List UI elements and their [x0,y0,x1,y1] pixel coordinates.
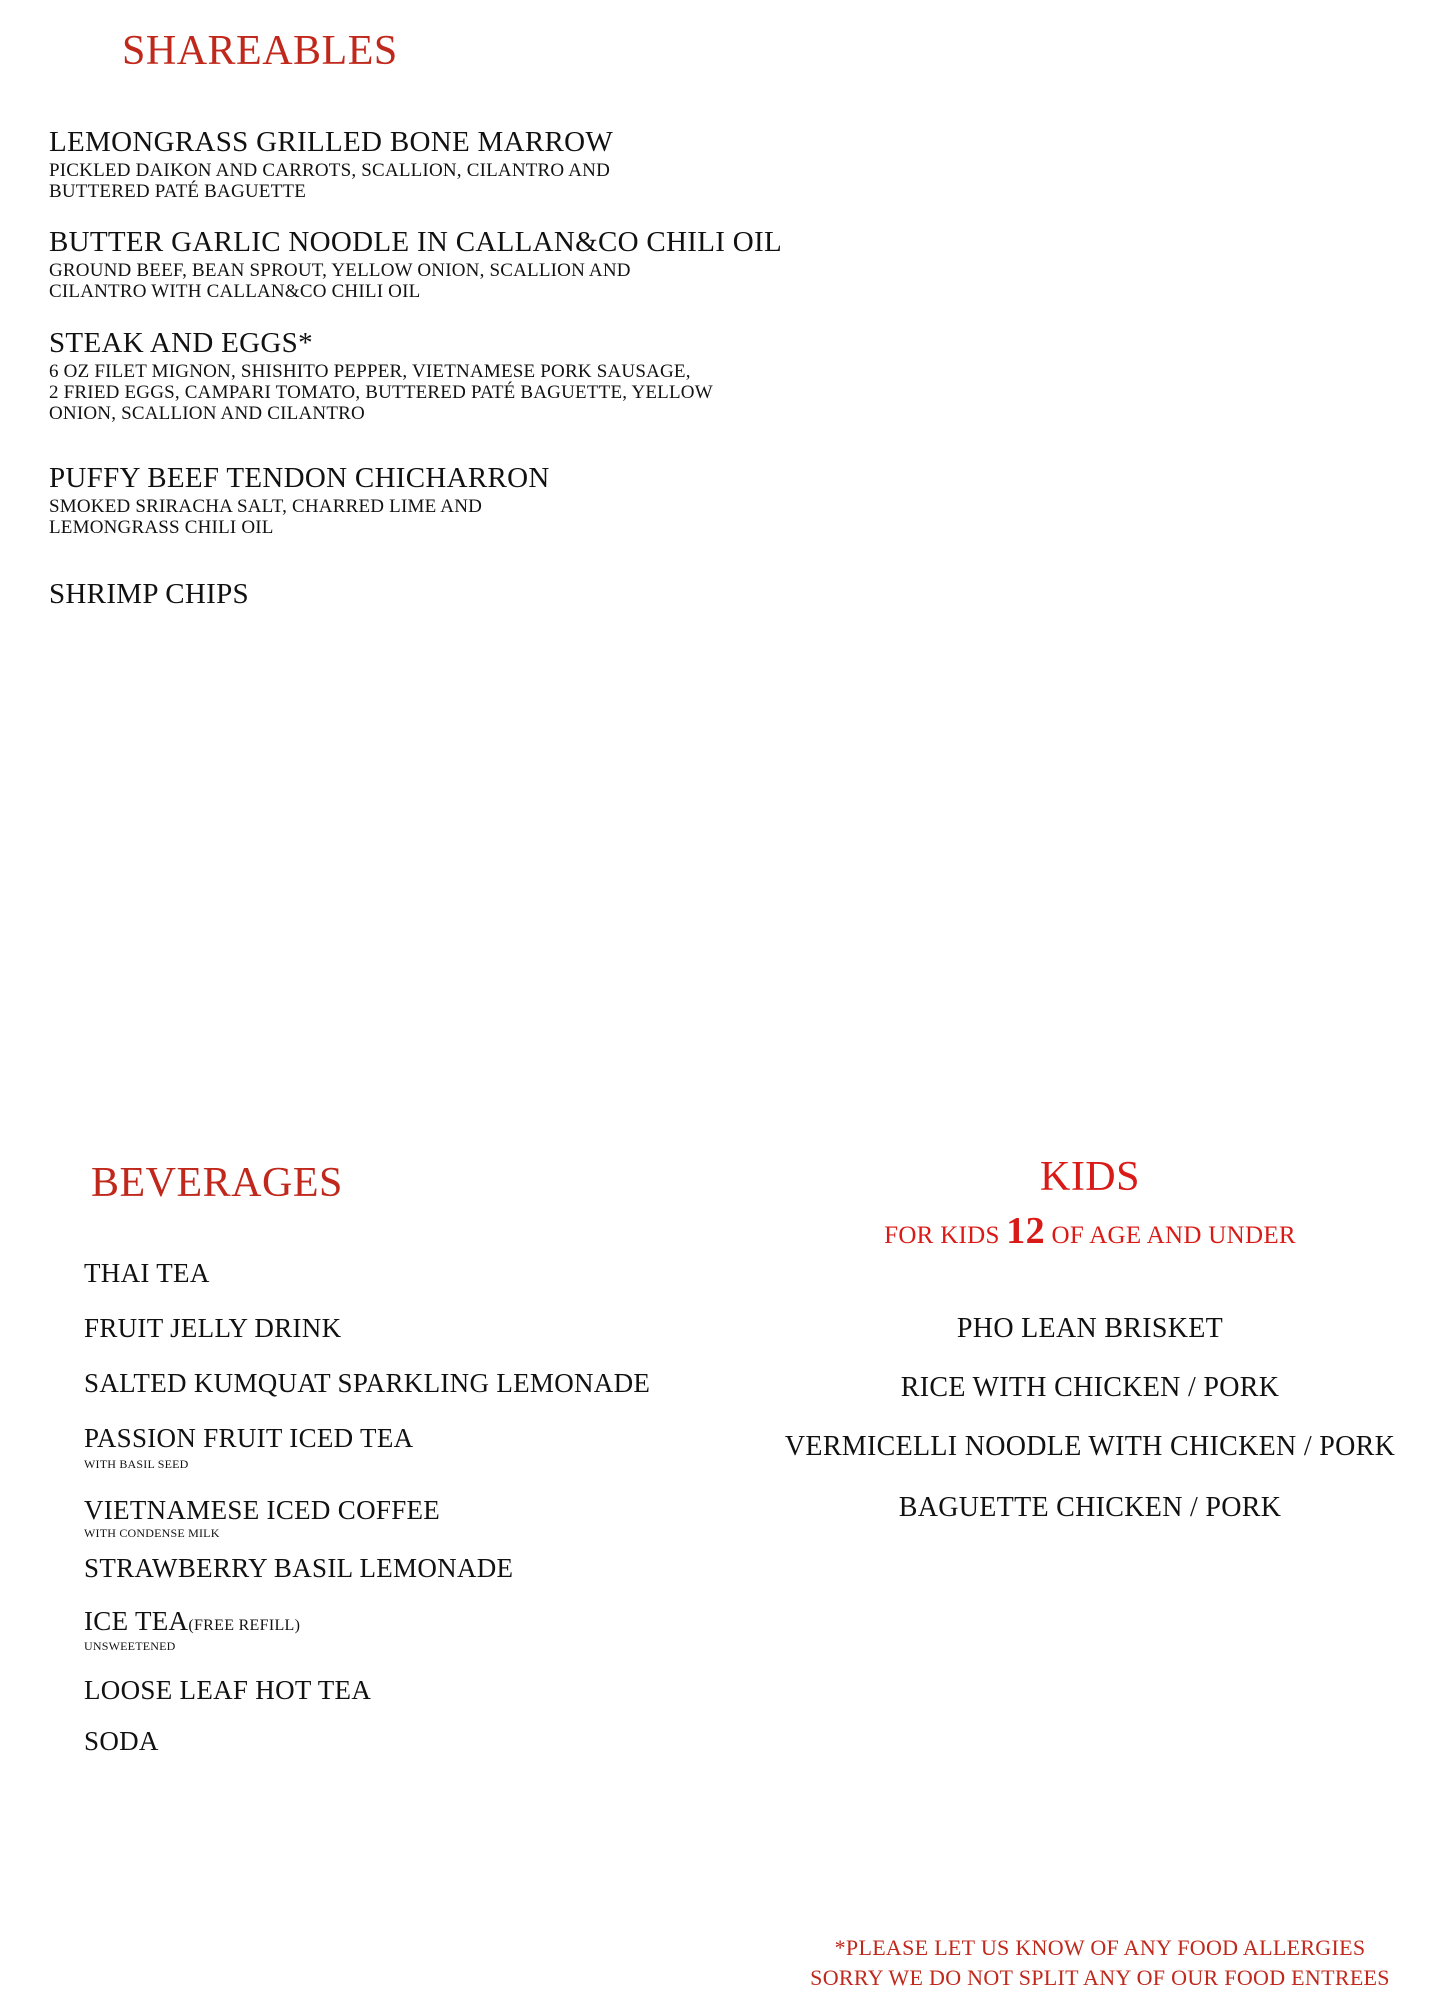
shareable-item-name: PUFFY BEEF TENDON CHICHARRON [49,462,550,494]
shareable-item-name: LEMONGRASS GRILLED BONE MARROW [49,126,614,158]
beverage-item-note: WITH CONDENSE MILK [84,1526,220,1540]
beverage-item: FRUIT JELLY DRINK [84,1313,342,1343]
beverage-item-inline-note: (FREE REFILL) [188,1617,301,1634]
kids-item: PHO LEAN BRISKET [956,1313,1224,1344]
beverage-item-note: WITH BASIL SEED [84,1457,189,1471]
kids-title: KIDS [1039,1154,1140,1200]
kids-item: RICE WITH CHICKEN / PORK [900,1372,1280,1403]
beverage-item: LOOSE LEAF HOT TEA [84,1675,372,1705]
beverage-item-note: UNSWEETENED [84,1639,176,1653]
beverage-item: THAI TEA [84,1258,210,1288]
shareable-item-description: GROUND BEEF, BEAN SPROUT, YELLOW ONION, SCALLION AND CILANTRO WITH CALLAN&CO CHILI OIL [49,260,631,302]
shareable-item-description: SMOKED SRIRACHA SALT, CHARRED LIME AND LEMONGRASS CHILI OIL [49,496,483,538]
kids-subtitle [740,1212,1440,1250]
shareable-item-name: BUTTER GARLIC NOODLE IN CALLAN&CO CHILI OIL [49,226,782,258]
kids-subtitle-suffix: OF AGE AND UNDER [1051,1222,1296,1249]
beverages-title: BEVERAGES [91,1160,343,1206]
beverage-item: SALTED KUMQUAT SPARKLING LEMONADE [84,1368,651,1398]
kids-subtitle-prefix: FOR KIDS [884,1222,1000,1249]
kids-item: BAGUETTE CHICKEN / PORK [898,1492,1282,1523]
split-policy-notice: SORRY WE DO NOT SPLIT ANY OF OUR FOOD ENTREES [810,1965,1390,1990]
shareable-item-description: PICKLED DAIKON AND CARROTS, SCALLION, CILANTRO AND BUTTERED PATÉ BAGUETTE [49,160,611,202]
beverage-item: VIETNAMESE ICED COFFEE [84,1495,441,1525]
shareables-title: SHAREABLES [122,28,398,74]
allergy-notice: *PLEASE LET US KNOW OF ANY FOOD ALLERGIES [834,1935,1366,1960]
shareable-item-description: 6 OZ FILET MIGNON, SHISHITO PEPPER, VIETNAMESE PORK SAUSAGE, 2 FRIED EGGS, CAMPARI TOMATO, BUTTERED PATÉ BAGUETTE, YELLOW ONION, SCALLION AND CILANTRO [49,361,713,424]
beverage-item-name: ICE TEA [84,1606,189,1636]
beverage-item: STRAWBERRY BASIL LEMONADE [84,1553,514,1583]
kids-age-limit: 12 [1006,1210,1045,1252]
beverage-item: PASSION FRUIT ICED TEA [84,1423,414,1453]
shareable-item-name: SHRIMP CHIPS [49,578,249,610]
beverage-item: SODA [84,1726,159,1756]
shareable-item-name: STEAK AND EGGS* [49,327,313,359]
kids-item: VERMICELLI NOODLE WITH CHICKEN / PORK [784,1431,1396,1462]
beverage-item [84,1608,300,1635]
